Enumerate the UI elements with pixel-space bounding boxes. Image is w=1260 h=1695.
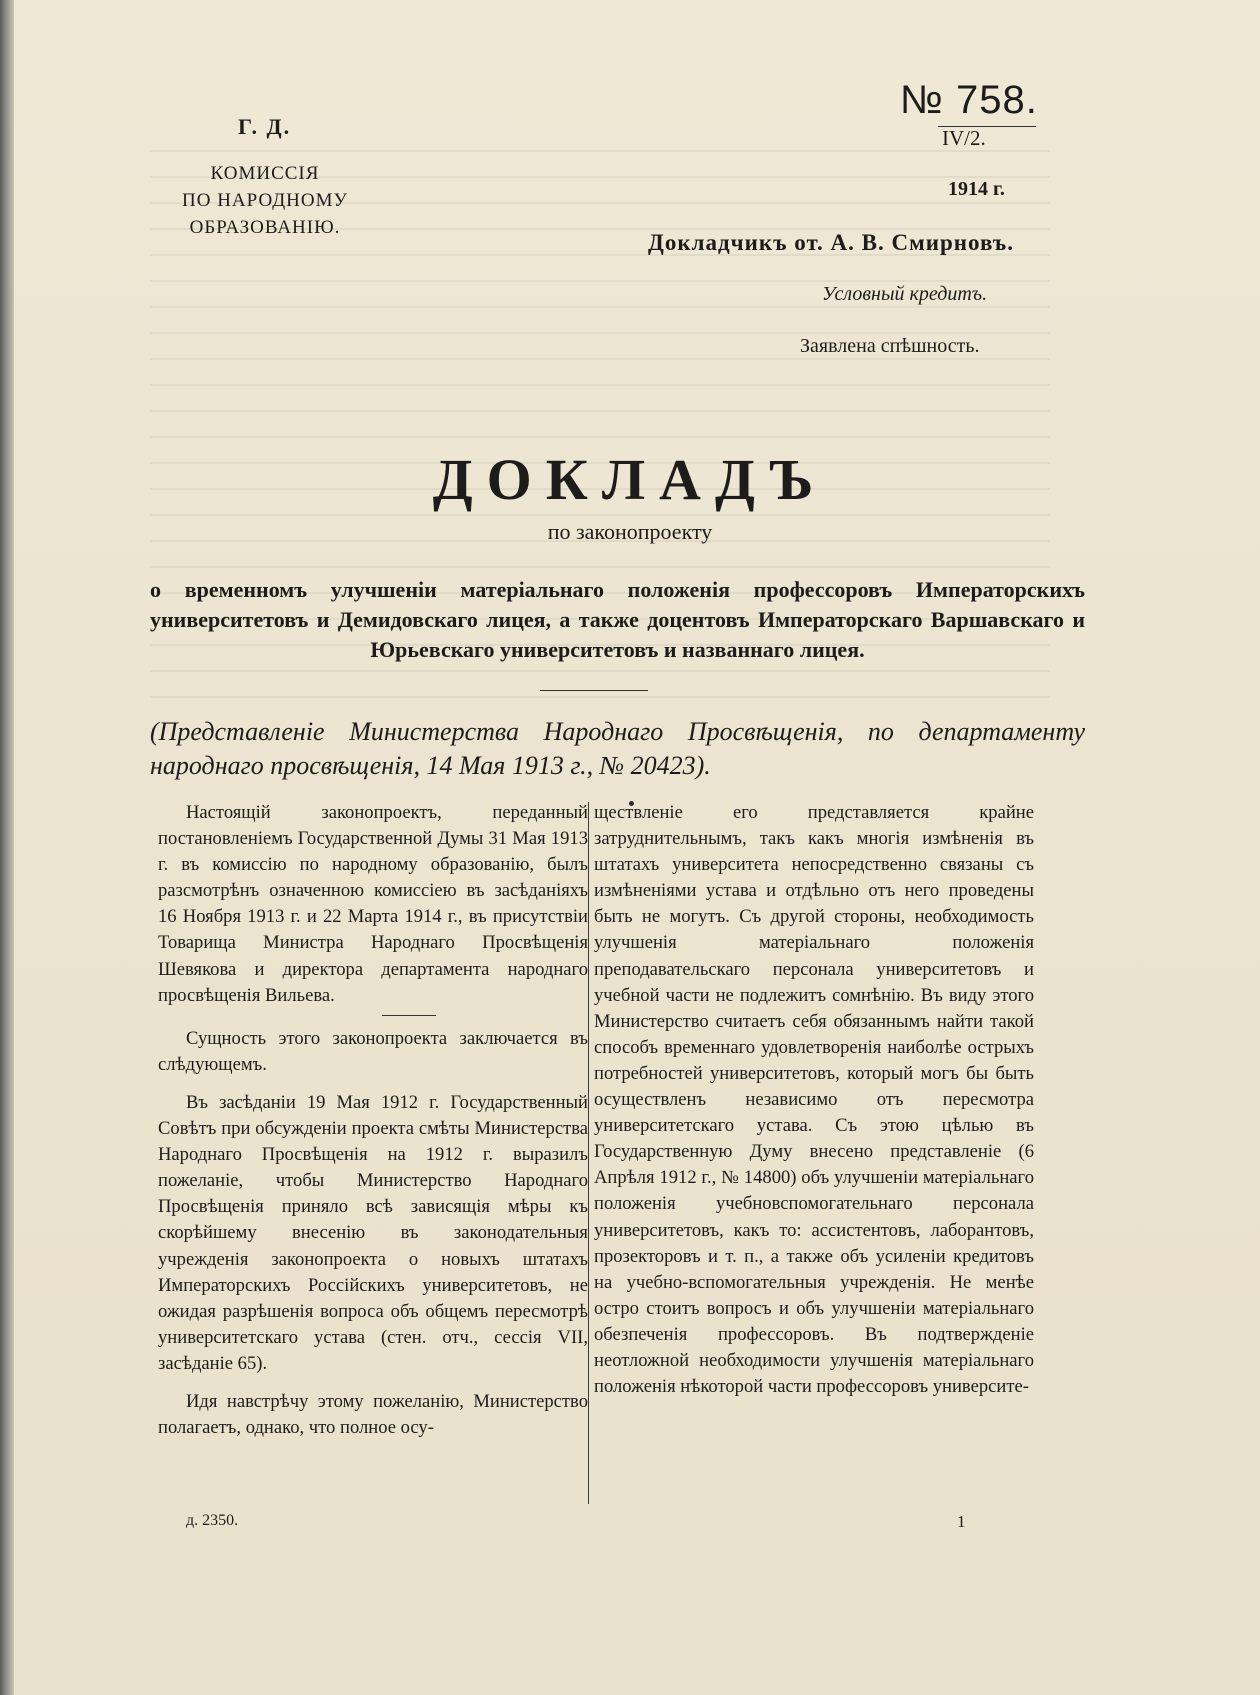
commission-line: ОБРАЗОВАНІЮ.	[189, 217, 341, 238]
section-divider	[540, 690, 648, 691]
credit-note: Условный кредитъ.	[822, 283, 988, 305]
urgency-note: Заявлена спѣшность.	[800, 335, 980, 357]
document-number: № 758.	[900, 78, 1038, 122]
paragraph: Идя навстрѣчу этому пожеланію, Министерство полагаетъ, однако, что полное осу-	[158, 1390, 588, 1439]
commission-line: КОМИССІЯ	[210, 163, 320, 184]
commission-line: ПО НАРОДНОМУ	[182, 190, 348, 211]
state-duma-label: Г. Д.	[238, 114, 292, 139]
document-subtitle: по законопроекту	[547, 519, 713, 544]
footer-doc-code: д. 2350.	[186, 1512, 239, 1529]
paragraph: ществленіе его представляется крайне затруднительнымъ, такъ какъ многія измѣненія въ штатахъ университета непосредственно связаны съ измѣненіями устава и отдѣльно отъ него проведены быть не могутъ. Съ другой стороны, необходимость улучшенія матеріальнаго положенія преподавательскаго персонала университетовъ и учебной части не подлежитъ сомнѣнію. Въ виду этого Министерство считаетъ себя обязаннымъ найти такой способъ временнаго удовлетворенія наиболѣе острыхъ потребностей университетовъ, который могъ бы быть осуществленъ независимо отъ пересмотра университетскаго устава. Съ этою цѣлью въ Государственную Думу внесено представленіе (6 Апрѣля 1912 г., № 14800) объ улучшеніи матеріальнаго положенія учебновспомогательнаго персонала университетовъ, какъ то: ассистентовъ, лаборантовъ, прозекторовъ и т. п., а также объ усиленіи кредитовъ на учебно-вспомогательныя учрежденія. Не менѣе остро стоитъ вопросъ и объ улучшеніи матеріальнаго обезпеченія профессоровъ. Въ подтвержденіе неотложной необходимости улучшенія матеріальнаго положенія нѣкоторой части профессоровъ университе-	[594, 802, 1034, 1398]
right-column	[594, 800, 1034, 1400]
document-title: ДОКЛАДЪ	[432, 447, 828, 512]
ministry-submission: (Представленіе Министерства Народнаго Просвѣщенія, по департаменту народнаго просвѣщенія, 14 Мая 1913 г., № 20423).	[150, 717, 1085, 780]
paragraph: Настоящій законопроектъ, переданный постановленіемъ Государственной Думы 31 Мая 1913 г. въ комиссію по народному образованію, былъ разсмотрѣнъ означенною комиссіею въ засѣданіяхъ 16 Ноября 1913 г. и 22 Марта 1914 г., въ присутствіи Товарища Министра Народнаго Просвѣщенія Шевякова и директора департамента народнаго просвѣщенія Вильева.	[158, 802, 588, 1006]
binding-edge	[0, 0, 14, 1695]
commission-name	[170, 160, 360, 241]
bill-topic: о временномъ улучшеніи матеріальнаго положенія профессоровъ Императорскихъ университетовъ и Демидовскаго лицея, а также доцентовъ Императорскаго Варшавскаго и Юрьевскаго университетовъ и названнаго лицея.	[150, 577, 1085, 662]
reference-code: IV/2.	[942, 126, 986, 150]
reporter-line: Докладчикъ от. А. В. Смирновъ.	[648, 230, 1014, 255]
column-divider	[588, 802, 589, 1504]
page-number: 1	[957, 1512, 966, 1531]
paragraph: Въ засѣданіи 19 Мая 1912 г. Государственный Совѣтъ при обсужденіи проекта смѣты Министерства Народнаго Просвѣщенія на 1912 г. выразилъ пожеланіе, чтобы Министерство Народнаго Просвѣщенія приняло всѣ зависящія мѣры къ скорѣйшему внесенію въ законодательныя учрежденія законопроекта о новыхъ штатахъ Императорскихъ Россійскихъ университетовъ, не ожидая разрѣшенія вопроса объ общемъ пересмотрѣ университетскаго устава (стен. отч., сессія VII, засѣданіе 65).	[158, 1091, 588, 1374]
left-column	[158, 800, 588, 1441]
paragraph: Сущность этого законопроекта заключается въ слѣдующемъ.	[158, 1027, 588, 1075]
paragraph-divider	[382, 1015, 436, 1016]
document-year: 1914 г.	[948, 178, 1005, 200]
